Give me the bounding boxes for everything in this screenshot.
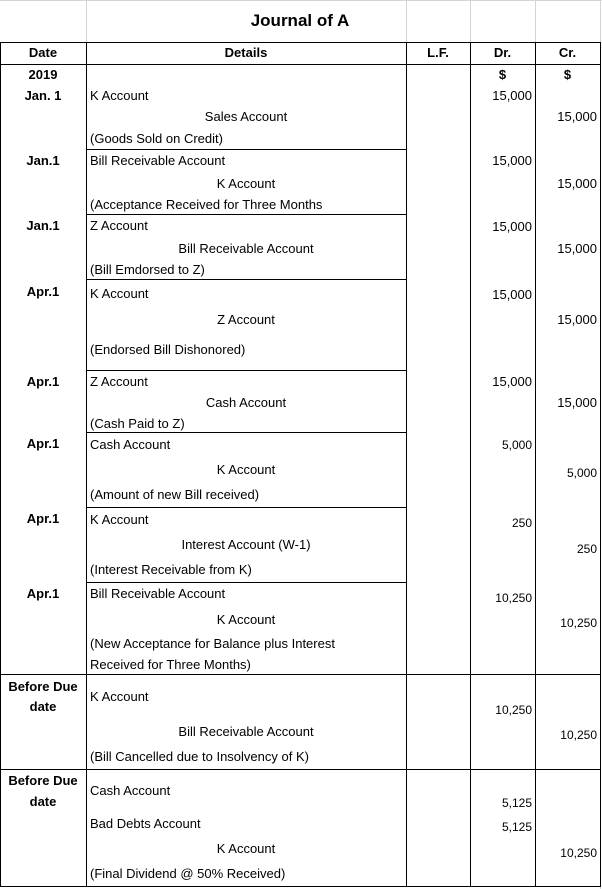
narration-line-1: (New Acceptance for Balance plus Interest [90, 636, 335, 651]
entry-date-line-2: date [29, 794, 57, 809]
credit-amount: 15,000 [557, 176, 597, 191]
narration-line-2: Received for Three Months) [90, 657, 251, 672]
narration: (Amount of new Bill received) [90, 487, 260, 502]
debit-account: Z Account [90, 218, 148, 233]
credit-amount: 15,000 [557, 395, 597, 410]
entry-date: Apr.1 [26, 374, 60, 389]
credit-amount: 15,000 [557, 241, 597, 256]
credit-account: K Account [216, 462, 276, 477]
header-date: Date [28, 45, 58, 60]
credit-account: Z Account [217, 312, 275, 327]
debit-amount: 15,000 [492, 287, 532, 302]
narration: (Endorsed Bill Dishonored) [90, 342, 246, 357]
entry-separator [86, 582, 406, 583]
debit-account: Bill Receivable Account [90, 586, 226, 601]
header-lf: L.F. [427, 45, 449, 60]
credit-amount: 10,250 [560, 616, 597, 630]
credit-account: Cash Account [205, 395, 287, 410]
credit-account: Sales Account [204, 109, 288, 124]
entry-date: Apr.1 [26, 284, 60, 299]
narration: (Bill Emdorsed to Z) [90, 262, 205, 277]
entry-separator [0, 769, 601, 770]
year-label: 2019 [28, 67, 58, 82]
dr-currency: $ [498, 67, 507, 82]
entry-date-line-1: Before Due [8, 679, 78, 694]
debit-amount: 10,250 [495, 591, 532, 605]
entry-date: Apr.1 [26, 511, 60, 526]
debit-account: Z Account [90, 374, 148, 389]
debit-account: Bad Debts Account [90, 816, 201, 831]
entry-date: Apr.1 [26, 586, 60, 601]
debit-amount: 250 [511, 516, 532, 530]
credit-account: Interest Account (W-1) [181, 537, 311, 552]
entry-separator [86, 279, 406, 280]
debit-amount: 15,000 [492, 219, 532, 234]
entry-date-line-1: Before Due [8, 773, 78, 788]
debit-amount: 15,000 [492, 88, 532, 103]
credit-account: Bill Receivable Account [178, 241, 314, 256]
column-border [406, 42, 407, 887]
credit-amount: 15,000 [557, 109, 597, 124]
entry-separator [86, 370, 406, 371]
debit-amount: 5,125 [501, 820, 532, 834]
debit-amount: 10,250 [495, 703, 532, 717]
debit-account: Bill Receivable Account [90, 153, 226, 168]
debit-account: K Account [90, 286, 149, 301]
entry-date: Jan.1 [26, 218, 60, 233]
credit-amount: 10,250 [560, 846, 597, 860]
table-top-border [0, 42, 601, 43]
debit-amount: 5,125 [501, 796, 532, 810]
debit-amount: 15,000 [492, 153, 532, 168]
credit-account: K Account [216, 176, 276, 191]
cr-currency: $ [563, 67, 572, 82]
credit-amount: 10,250 [560, 728, 597, 742]
entry-date: Apr.1 [26, 436, 60, 451]
narration: (Acceptance Received for Three Months [90, 197, 323, 212]
narration: (Cash Paid to Z) [90, 416, 185, 431]
credit-amount: 250 [576, 542, 597, 556]
narration: (Bill Cancelled due to Insolvency of K) [90, 749, 309, 764]
table-bottom-border [0, 886, 601, 887]
entry-date-line-2: date [29, 699, 57, 714]
header-cr: Cr. [558, 45, 577, 60]
journal-title: Journal of A [250, 11, 350, 30]
header-details: Details [224, 45, 268, 60]
debit-account: K Account [90, 689, 149, 704]
narration: (Final Dividend @ 50% Received) [90, 866, 286, 881]
debit-amount: 5,000 [501, 438, 532, 452]
credit-amount: 15,000 [557, 312, 597, 327]
debit-amount: 15,000 [492, 374, 532, 389]
credit-amount: 5,000 [566, 466, 597, 480]
header-dr: Dr. [493, 45, 512, 60]
debit-account: Cash Account [90, 783, 171, 798]
debit-account: Cash Account [90, 437, 171, 452]
entry-date: Jan.1 [26, 153, 60, 168]
credit-account: K Account [216, 841, 276, 856]
header-bottom-border [0, 64, 601, 65]
credit-account: Bill Receivable Account [178, 724, 314, 739]
entry-date: Jan. 1 [24, 88, 62, 103]
entry-separator [86, 149, 406, 150]
debit-account: K Account [90, 88, 149, 103]
debit-account: K Account [90, 512, 149, 527]
entry-separator [0, 674, 601, 675]
narration: (Interest Receivable from K) [90, 562, 252, 577]
narration: (Goods Sold on Credit) [90, 131, 223, 146]
entry-separator [86, 432, 406, 433]
entry-separator [86, 507, 406, 508]
credit-account: K Account [216, 612, 276, 627]
entry-separator [86, 214, 406, 215]
column-border [600, 42, 601, 887]
